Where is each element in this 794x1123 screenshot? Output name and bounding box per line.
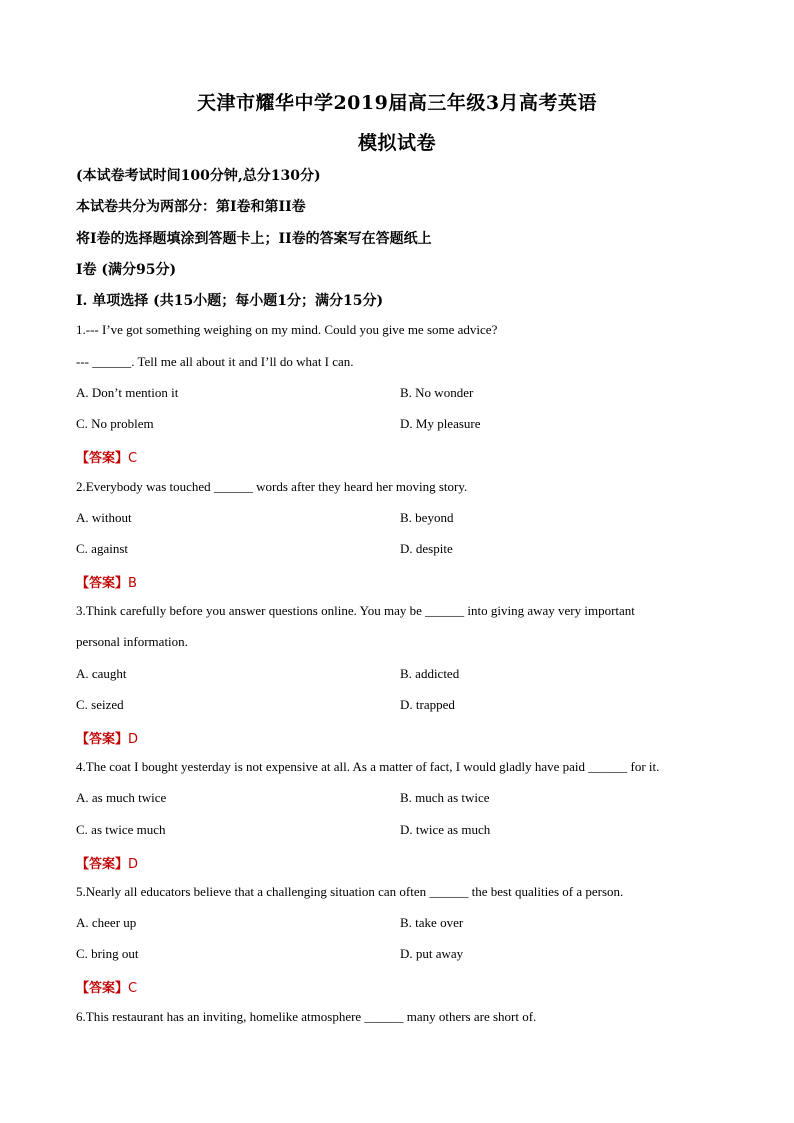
question-1-option-c: C. No problem: [76, 416, 154, 431]
answer-value: B: [128, 576, 137, 591]
question-1-option-a: A. Don’t mention it: [76, 385, 179, 400]
question-3-answer: [76, 728, 138, 747]
answer-value: D: [128, 732, 139, 747]
question-2-option-d: D. despite: [400, 541, 453, 556]
question-6-stem: 6.This restaurant has an inviting, homelike atmosphere ______ many others are short of.: [76, 1009, 537, 1024]
answer-value: D: [128, 857, 139, 872]
section-heading: I. 单项选择 (共15小题；每小题1分；满分15分): [76, 293, 384, 309]
answer-value: C: [128, 451, 138, 466]
question-2-answer: [76, 572, 137, 591]
answer-label: 【答案】: [76, 732, 129, 747]
instructions-note: 将I卷的选择题填涂到答题卡上；II卷的答案写在答题纸上: [76, 231, 432, 247]
question-4-option-b: B. much as twice: [400, 790, 490, 805]
answer-label: 【答案】: [76, 576, 129, 591]
question-5-stem: 5.Nearly all educators believe that a challenging situation can often ______ the best qualities of a person.: [76, 884, 624, 899]
question-1-answer: [76, 447, 137, 466]
question-3-stem-2: personal information.: [76, 634, 188, 649]
answer-label: 【答案】: [76, 981, 129, 996]
question-1-stem-2: --- ______. Tell me all about it and I’ll do what I can.: [76, 354, 354, 369]
question-3-option-b: B. addicted: [400, 666, 460, 681]
volume-heading: I卷 (满分95分): [76, 262, 177, 278]
question-1-option-d: D. My pleasure: [400, 416, 481, 431]
question-4-option-d: D. twice as much: [400, 822, 491, 837]
question-5-option-d: D. put away: [400, 946, 464, 961]
parts-note: 本试卷共分为两部分：第I卷和第II卷: [76, 199, 306, 215]
answer-label: 【答案】: [76, 857, 129, 872]
question-5-option-b: B. take over: [400, 915, 464, 930]
question-3-option-a: A. caught: [76, 666, 127, 681]
exam-title-line2: 模拟试卷: [357, 132, 436, 154]
question-3-option-d: D. trapped: [400, 697, 455, 712]
question-5-answer: [76, 977, 137, 996]
question-1-stem: 1.--- I’ve got something weighing on my mind. Could you give me some advice?: [76, 322, 498, 337]
question-3-option-c: C. seized: [76, 697, 124, 712]
answer-label: 【答案】: [76, 451, 129, 466]
question-4-stem: 4.The coat I bought yesterday is not expensive at all. As a matter of fact, I would gladly have paid ______ for it.: [76, 759, 660, 774]
question-2-option-a: A. without: [76, 510, 132, 525]
question-4-answer: [76, 853, 138, 872]
question-5-option-c: C. bring out: [76, 946, 139, 961]
question-5-option-a: A. cheer up: [76, 915, 137, 930]
question-2-option-c: C. against: [76, 541, 128, 556]
time-note: (本试卷考试时间100分钟,总分130分): [76, 168, 321, 184]
question-1-option-b: B. No wonder: [400, 385, 474, 400]
question-4-option-c: C. as twice much: [76, 822, 166, 837]
question-2-option-b: B. beyond: [400, 510, 454, 525]
question-4-option-a: A. as much twice: [76, 790, 167, 805]
answer-value: C: [128, 981, 138, 996]
question-2-stem: 2.Everybody was touched ______ words after they heard her moving story.: [76, 479, 468, 494]
exam-title-line1: 天津市耀华中学2019届高三年级3月高考英语: [196, 92, 598, 114]
question-3-stem: 3.Think carefully before you answer questions online. You may be ______ into giving away very important: [76, 603, 635, 618]
